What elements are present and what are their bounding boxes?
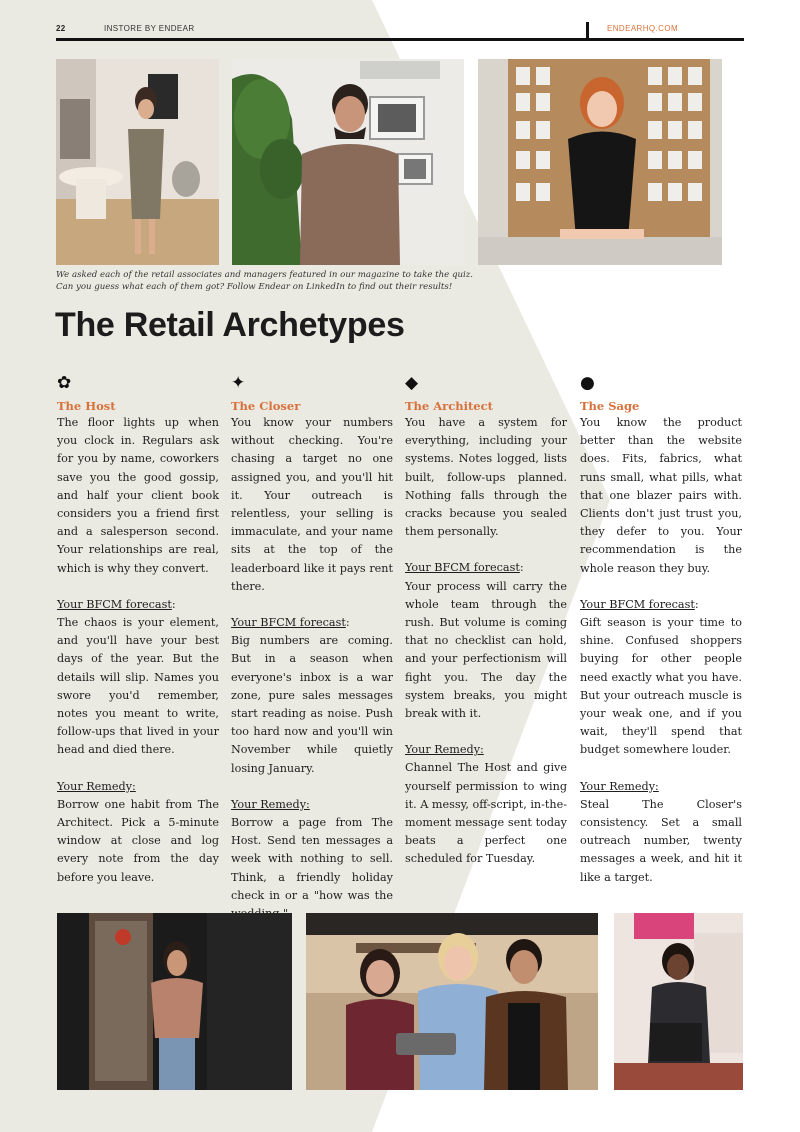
page-number: 22: [56, 24, 66, 33]
archetype-column-host: ✿ The Host The floor lights up when you clock in. Regulars ask for you by name, coworkers save you the good gossip, and half your client book considers you a friend first and a salesperson second. Your relationships are real, which is why they convert. Your BFCM forecast: The chaos is your element, and you'll have your best days of the year. But the details will slip. Names you swore you'd remember, notes you meant to write, follow-ups that lived in your head and died there. Your Remedy: Borrow one habit from The Architect. Pick a 5-minute window at close and log every note from the day before you leave.: [57, 372, 219, 887]
forecast-text: Big numbers are coming. But in a season when everyone's inbox is a war zone, pure sales messages start reading as noise. Push too hard now and you'll win November while quietly losing January.: [231, 634, 393, 775]
caption-line-2: Can you guess what each of them got? Follow Endear on LinkedIn to find out their results!: [56, 282, 453, 292]
remedy-label: Your Remedy:: [231, 797, 310, 811]
page-title: The Retail Archetypes: [55, 306, 405, 344]
photo-architect-associate: [478, 59, 722, 265]
magazine-name: INSTORE BY ENDEAR: [104, 24, 195, 33]
forecast-text: Your process will carry the whole team through the rush. But volume is coming that no checklist can hold, and your perfectionism will fight you. The day the system breaks, you might break with it.: [405, 579, 567, 721]
archetype-name: The Sage: [580, 399, 640, 413]
archetype-description: You know the product better than the website does. Fits, fabrics, what runs small, what pills, what that one blazer pairs with. Clients don't just trust you, they defer to you. Your recommendation is the whole reason they buy.: [580, 416, 742, 575]
archetype-description: The floor lights up when you clock in. Regulars ask for you by name, coworkers save you the good gossip, and half your client book considers you a friend first and a salesperson second. Your relationships are real, which is why they convert.: [57, 416, 219, 575]
sparkle-icon: ✦: [231, 373, 246, 393]
remedy-text: Channel The Host and give yourself permission to wing it. A messy, off-script, in-the-moment message sent today beats a perfect one scheduled for Tuesday.: [405, 761, 567, 866]
photo-caption: [56, 269, 556, 293]
remedy-label: Your Remedy:: [580, 779, 659, 793]
archetype-description: You have a system for everything, including your systems. Notes logged, lists built, follow-ups planned. Nothing falls through the cracks because you sealed them personally.: [405, 416, 567, 539]
photo-sage-associate: [614, 913, 743, 1090]
photo-team-associates: [306, 913, 598, 1090]
caption-line-1: We asked each of the retail associates and managers featured in our magazine to take the quiz.: [56, 270, 474, 280]
forecast-label: Your BFCM forecast: [580, 597, 695, 611]
flower-icon: ✿: [57, 373, 72, 393]
archetype-column-sage: ● The Sage You know the product better than the website does. Fits, fabrics, what runs small, what pills, what that one blazer pairs with. Clients don't just trust you, they defer to you. Your recommendation is the whole reason they buy. Your BFCM forecast: Gift season is your time to shine. Confused shoppers buying for other people need exactly what you have. But your outreach muscle is your weak one, and if you wait, they'll spend that budget somewhere louder. Your Remedy: Steal The Closer's consistency. Set a small outreach number, twenty messages a week, and hit it like a target.: [580, 372, 742, 887]
remedy-text: Borrow one habit from The Architect. Pick a 5-minute window at close and log every note from the day before you leave.: [57, 797, 219, 884]
circle-icon: ●: [580, 373, 595, 393]
remedy-label: Your Remedy:: [57, 779, 136, 793]
archetype-name: The Host: [57, 399, 116, 413]
forecast-text: Gift season is your time to shine. Confused shoppers buying for other people need exactly what you have. But your outreach muscle is your weak one, and if you wait, they'll spend that budget somewhere louder.: [580, 616, 742, 757]
photo-storefront-associate: [57, 913, 292, 1090]
remedy-text: Borrow a page from The Host. Send ten messages a week with nothing to sell. Think, a friendly holiday check in or a "how was the: [231, 816, 393, 902]
archetype-column-architect: ◆ The Architect You have a system for everything, including your systems. Notes logged, lists built, follow-ups planned. Nothing falls through the cracks because you sealed them personally. Your BFCM forecast: Your process will carry the whole team through the rush. But volume is coming that no checklist can hold, and your perfectionism will fight you. The day the system breaks, you might break with it. Your Remedy: Channel The Host and give yourself permission to wing it. A messy, off-script, in-the-moment message sent today beats a perfect one scheduled for Tuesday.: [405, 372, 567, 869]
forecast-label: Your BFCM forecast: [231, 616, 346, 630]
header-rule: [56, 38, 744, 41]
forecast-label: Your BFCM forecast: [405, 561, 520, 575]
remedy-text: Steal The Closer's consistency. Set a small outreach number, twenty messages a week, and hit it like a target.: [580, 797, 742, 884]
archetype-name: The Closer: [231, 399, 301, 413]
diamond-icon: ◆: [405, 373, 419, 393]
photo-host-associate: [56, 59, 219, 265]
header-divider-tick: [586, 22, 589, 38]
forecast-label: Your BFCM forecast: [57, 597, 172, 611]
archetype-name: The Architect: [405, 399, 493, 413]
archetype-column-closer: ✦ The Closer You know your numbers without checking. You're chasing a target no one assigned you, and you'll hit it. Your outreach is relentless, your selling is immaculate, and your name sits at the top of the leaderboard like it pays rent there. Your BFCM forecast: Big numbers are coming. But in a season when everyone's inbox is a war zone, pure sales messages start reading as noise. Push too hard now and you'll win November while quietly losing January. Your Remedy: Borrow a page from The Host. Send ten messages a week with nothing to sell. Think, a friendly holiday check in or a "how was the: [231, 372, 393, 923]
photo-closer-associate: [232, 59, 464, 265]
archetype-description: You know your numbers without checking. You're chasing a target no one assigned you, and you'll hit it. Your outreach is relentless, your selling is immaculate, and your name sits at the top of the leaderboard like it pays rent there.: [231, 416, 393, 593]
site-link[interactable]: ENDEARHQ.COM: [607, 24, 679, 33]
remedy-label: Your Remedy:: [405, 743, 484, 757]
forecast-text: The chaos is your element, and you'll have your best days of the year. But the details will slip. Names you swore you'd remember, notes you meant to write, follow-ups that lived in your head and died there.: [57, 616, 219, 757]
